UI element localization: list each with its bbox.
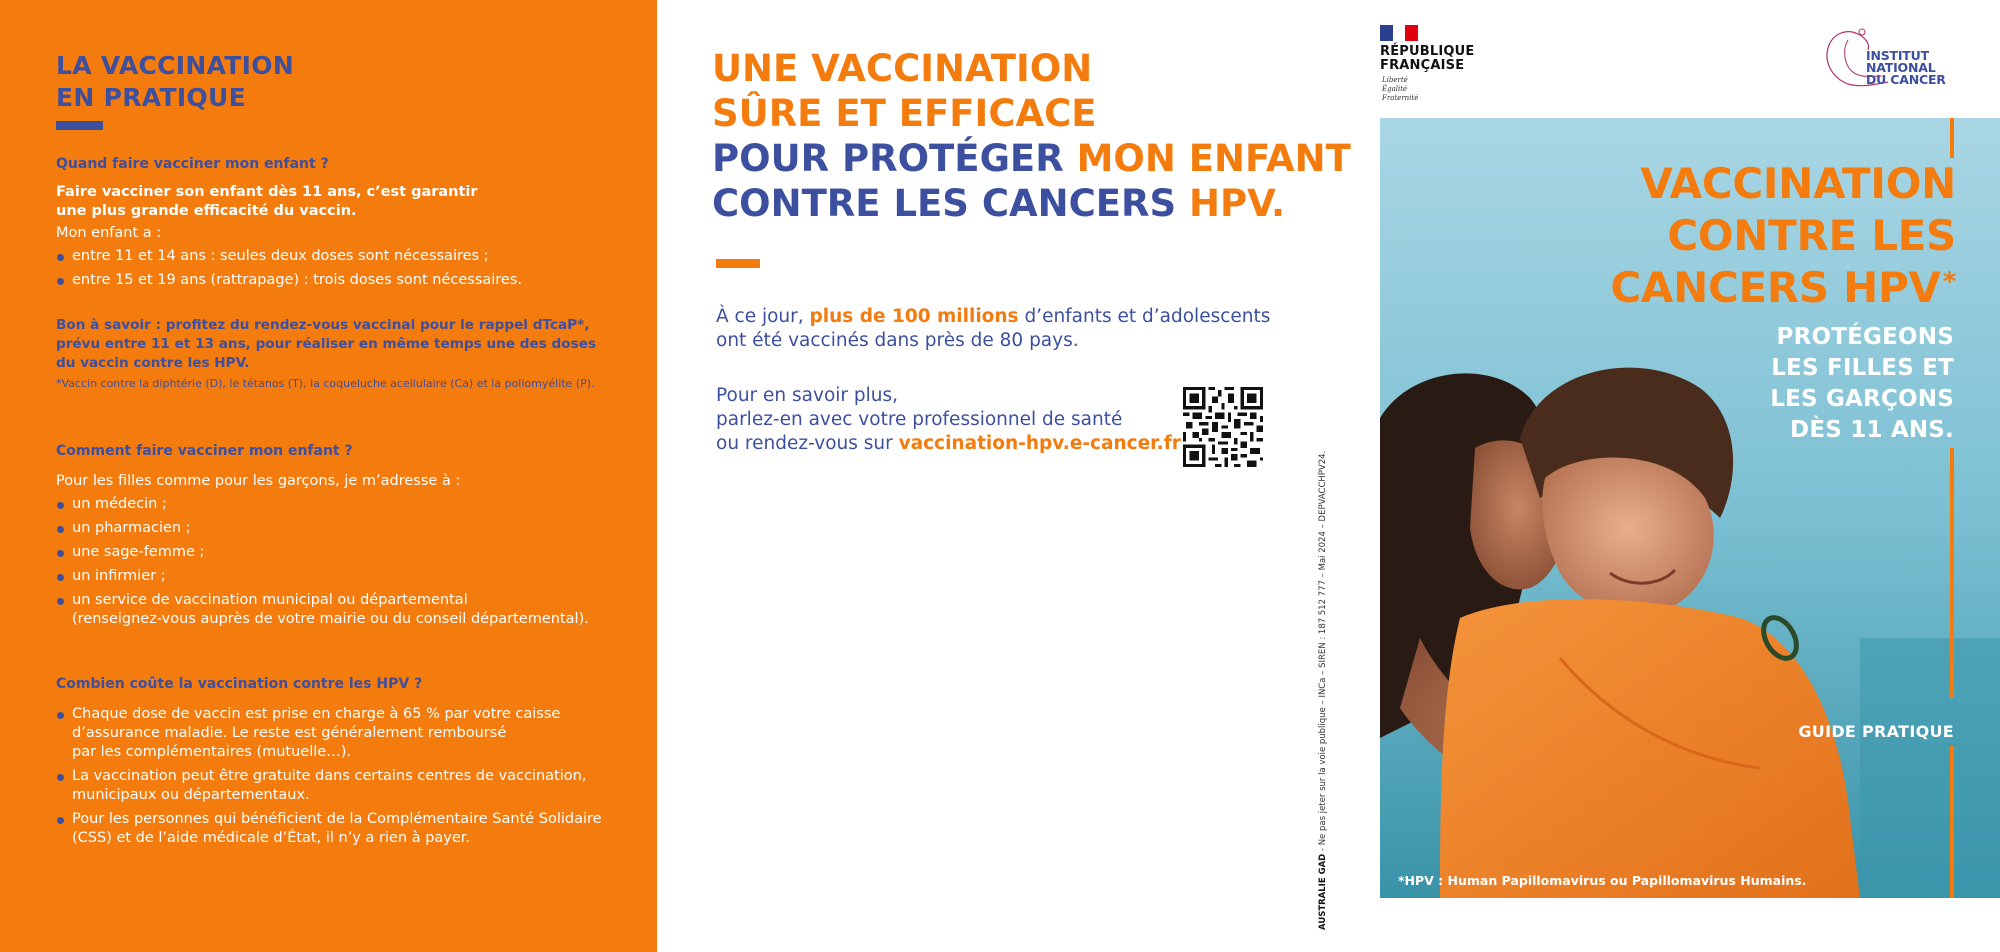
- title-divider: [56, 121, 103, 130]
- left-panel: [0, 0, 657, 952]
- vaccination-stats-paragraph: À ce jour, plus de 100 millions d’enfants et d’adolescents ont été vaccinés dans près de 80 pays.: [716, 306, 1271, 351]
- section-heading: Comment faire vacciner mon enfant ?: [56, 443, 353, 459]
- cover-title: VACCINATION CONTRE LES CANCERS HPV*: [1610, 159, 1956, 312]
- accent-bar: [1950, 746, 1954, 898]
- left-panel-title: LA VACCINATION EN PRATIQUE: [56, 51, 295, 112]
- accent-bar: [1950, 448, 1954, 698]
- french-flag-icon: [1380, 25, 1418, 41]
- guide-label: GUIDE PRATIQUE: [1798, 722, 1954, 741]
- good-to-know-note: Bon à savoir : profitez du rendez-vous vaccinal pour le rappel dTcaP*, prévu entre 11 et 13 ans, pour réaliser en même temps une des doses du vaccin contre les HPV.: [56, 317, 597, 371]
- list-item: un service de vaccination municipal ou départemental (renseignez-vous auprès de votre mairie ou du conseil départemental).: [56, 591, 616, 629]
- list-item: entre 11 et 14 ans : seules deux doses sont nécessaires ;: [56, 247, 616, 266]
- section-heading: Combien coûte la vaccination contre les HPV ?: [56, 676, 423, 692]
- accent-bar: [1950, 118, 1954, 158]
- headline-divider: [716, 259, 760, 268]
- list-item: Pour les personnes qui bénéficient de la Complémentaire Santé Solidaire (CSS) et de l’aide médicale d’État, il n’y a rien à payer.: [56, 810, 616, 848]
- republic-motto: Liberté Égalité Fraternité: [1382, 76, 1419, 102]
- list-item: un infirmier ;: [56, 567, 616, 586]
- legal-mention-vertical: AUSTRALIE GAD - Ne pas jeter sur la voie publique – INCa – SIREN : 187 512 777 – Mai 2024 – DEPVACCHPV24.: [1318, 450, 1328, 930]
- inca-name: INSTITUT NATIONAL DU CANCER: [1866, 48, 1946, 87]
- section-intro: Mon enfant a :: [56, 225, 162, 241]
- middle-headline: UNE VACCINATION SÛRE ET EFFICACE POUR PROTÉGER MON ENFANT CONTRE LES CANCERS HPV.: [712, 47, 1351, 225]
- republic-name: RÉPUBLIQUE FRANÇAISE: [1380, 44, 1475, 73]
- list-item: entre 15 et 19 ans (rattrapage) : trois doses sont nécessaires.: [56, 271, 616, 290]
- section-cost: [56, 675, 616, 853]
- bullet-list: [56, 247, 616, 290]
- section-when: [56, 155, 616, 295]
- cover-photo: [1380, 118, 2000, 898]
- section-bold-line: une plus grande efficacité du vaccin.: [56, 203, 357, 219]
- note-block-container: [56, 316, 616, 391]
- section-bold-line: Faire vacciner son enfant dès 11 ans, c’est garantir: [56, 184, 478, 200]
- highlight-text: plus de 100 millions: [809, 306, 1019, 327]
- bullet-list: [56, 495, 616, 629]
- vaccine-footnote: *Vaccin contre la diphtérie (D), le tétanos (T), la coqueluche acellulaire (Ca) et la poliomyélite (P).: [56, 377, 595, 390]
- more-info-paragraph: Pour en savoir plus, parlez-en avec votre professionnel de santé ou rendez-vous sur vaccination-hpv.e-cancer.fr: [716, 385, 1181, 454]
- list-item: une sage-femme ;: [56, 543, 616, 562]
- republique-francaise-logo: [1380, 25, 1475, 103]
- qr-code-icon[interactable]: [1183, 387, 1263, 467]
- section-how: [56, 442, 616, 634]
- hpv-footnote: *HPV : Human Papillomavirus ou Papillomavirus Humains.: [1398, 873, 1807, 888]
- list-item: La vaccination peut être gratuite dans certains centres de vaccination, municipaux ou départementaux.: [56, 767, 616, 805]
- cover-subtitle: PROTÉGEONS LES FILLES ET LES GARÇONS DÈS 11 ANS.: [1770, 324, 1954, 443]
- section-intro: Pour les filles comme pour les garçons, je m’adresse à :: [56, 473, 461, 489]
- list-item: un pharmacien ;: [56, 519, 616, 538]
- list-item: Chaque dose de vaccin est prise en charge à 65 % par votre caisse d’assurance maladie. Le reste est généralement remboursé par les complémentaires (mutuelle…).: [56, 705, 616, 762]
- institut-national-du-cancer-logo: [1818, 24, 1948, 90]
- bullet-list: [56, 705, 616, 848]
- list-item: un médecin ;: [56, 495, 616, 514]
- website-link[interactable]: vaccination-hpv.e-cancer.fr: [898, 433, 1181, 454]
- section-heading: Quand faire vacciner mon enfant ?: [56, 156, 329, 172]
